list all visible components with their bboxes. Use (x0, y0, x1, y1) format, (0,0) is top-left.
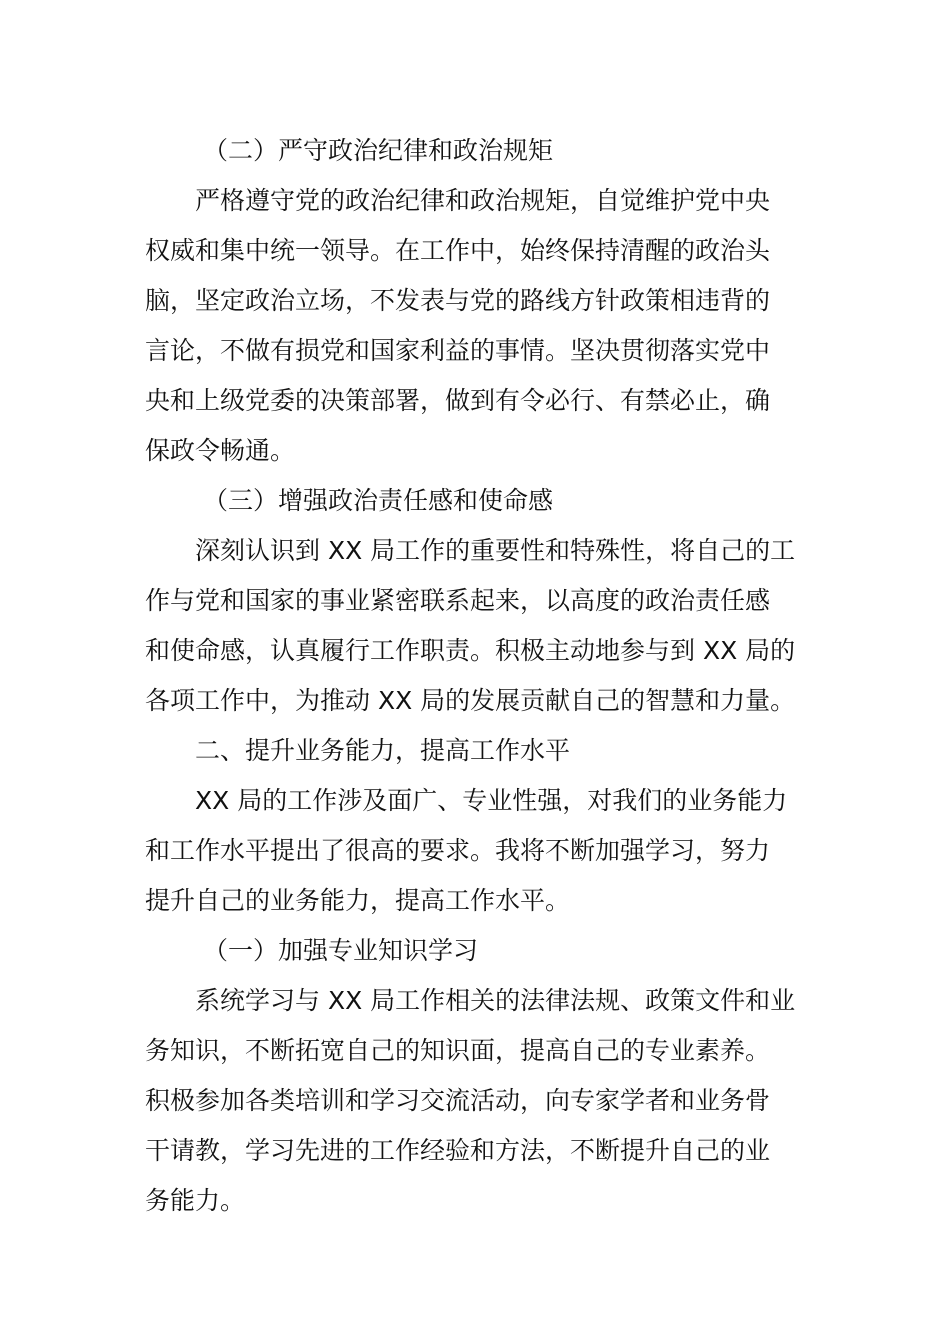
paragraph-line: 保政令畅通。 (145, 436, 296, 465)
paragraph-line: 深刻认识到 XX 局工作的重要性和特殊性，将自己的工 (195, 536, 796, 565)
paragraph-line: 各项工作中，为推动 XX 局的发展贡献自己的智慧和力量。 (145, 686, 796, 715)
paragraph-political-discipline (145, 176, 810, 476)
paragraph-line: 央和上级党委的决策部署，做到有令必行、有禁必止，确 (145, 386, 771, 415)
paragraph-business-ability (145, 776, 810, 926)
subheading-responsibility: （三）增强政治责任感和使命感 (203, 486, 554, 515)
paragraph-line: XX 局的工作涉及面广、专业性强，对我们的业务能力 (195, 786, 788, 815)
heading-business-ability: 二、提升业务能力，提高工作水平 (195, 736, 571, 765)
paragraph-line: 系统学习与 XX 局工作相关的法律法规、政策文件和业 (195, 986, 796, 1015)
paragraph-line: 严格遵守党的政治纪律和政治规矩，自觉维护党中央 (195, 186, 771, 215)
paragraph-line: 和使命感，认真履行工作职责。积极主动地参与到 XX 局的 (145, 636, 796, 665)
paragraph-line: 脑，坚定政治立场，不发表与党的路线方针政策相违背的 (145, 286, 771, 315)
subheading-professional-study: （一）加强专业知识学习 (203, 936, 479, 965)
paragraph-professional-study (145, 976, 810, 1226)
paragraph-line: 作与党和国家的事业紧密联系起来，以高度的政治责任感 (145, 586, 771, 615)
document-body (145, 126, 810, 1226)
paragraph-line: 言论，不做有损党和国家利益的事情。坚决贯彻落实党中 (145, 336, 771, 365)
paragraph-line: 积极参加各类培训和学习交流活动，向专家学者和业务骨 (145, 1086, 771, 1115)
paragraph-line: 务能力。 (145, 1186, 246, 1215)
paragraph-line: 务知识，不断拓宽自己的知识面，提高自己的专业素养。 (145, 1036, 771, 1065)
paragraph-line: 和工作水平提出了很高的要求。我将不断加强学习，努力 (145, 836, 771, 865)
paragraph-line: 提升自己的业务能力，提高工作水平。 (145, 886, 571, 915)
subheading-political-discipline: （二）严守政治纪律和政治规矩 (203, 136, 554, 165)
paragraph-responsibility (145, 526, 810, 726)
paragraph-line: 干请教，学习先进的工作经验和方法，不断提升自己的业 (145, 1136, 771, 1165)
paragraph-line: 权威和集中统一领导。在工作中，始终保持清醒的政治头 (145, 236, 771, 265)
